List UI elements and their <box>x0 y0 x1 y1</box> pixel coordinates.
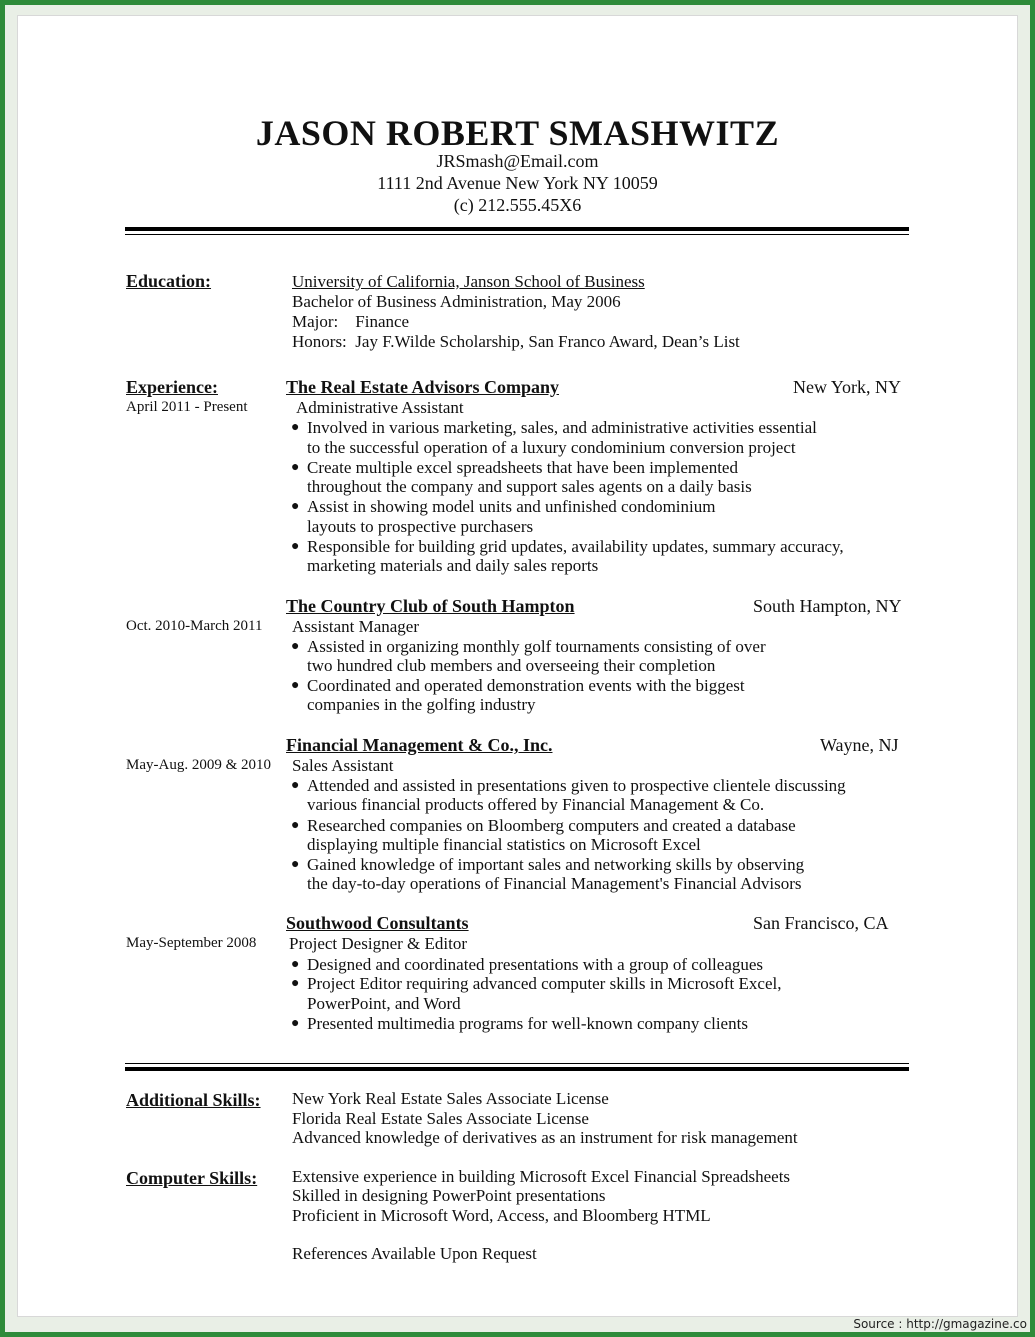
job-line: Coordinated and operated demonstration events with the biggest <box>307 676 745 695</box>
job-line: Designed and coordinated presentations with a group of colleagues <box>307 955 764 974</box>
job-line: Assisted in organizing monthly golf tournaments consisting of over <box>307 637 766 656</box>
job-line: companies in the golfing industry <box>307 695 536 714</box>
bullet-icon: ● <box>291 499 300 514</box>
additional-skill-item: New York Real Estate Sales Associate License <box>292 1089 609 1108</box>
additional-skill-item: Advanced knowledge of derivatives as an instrument for risk management <box>292 1128 798 1147</box>
job-location: San Francisco, CA <box>753 913 889 933</box>
source-credit: Source : http://gmagazine.co <box>853 1317 1027 1331</box>
contact-address: 1111 2nd Avenue New York NY 10059 <box>377 173 658 193</box>
contact-phone: (c) 212.555.45X6 <box>453 195 582 215</box>
job-company: Financial Management & Co., Inc. <box>286 735 553 755</box>
header-rule-thin <box>125 234 909 235</box>
header-rule-thick <box>125 227 909 231</box>
bullet-icon: ● <box>291 857 300 872</box>
job-title: Project Designer & Editor <box>289 934 467 953</box>
job-line: two hundred club members and overseeing their completion <box>307 656 716 675</box>
job-company: The Country Club of South Hampton <box>286 596 575 616</box>
job-company: The Real Estate Advisors Company <box>286 377 560 397</box>
bullet-icon: ● <box>291 639 300 654</box>
education-school: University of California, Janson School of Business <box>292 272 645 291</box>
job-line: Gained knowledge of important sales and networking skills by observing <box>307 855 805 874</box>
job-line: Responsible for building grid updates, availability updates, summary accuracy, <box>307 537 844 556</box>
job-line: marketing materials and daily sales reports <box>307 556 599 575</box>
job-line: Researched companies on Bloomberg computers and created a database <box>307 816 796 835</box>
job-location: South Hampton, NY <box>753 596 902 616</box>
computer-skill-item: Extensive experience in building Microsoft Excel Financial Spreadsheets <box>292 1167 791 1186</box>
education-degree: Bachelor of Business Administration, May 2006 <box>292 292 621 311</box>
bullet-icon: ● <box>291 678 300 693</box>
bullet-icon: ● <box>291 420 300 435</box>
job-line: Involved in various marketing, sales, and administrative activities essential <box>307 418 817 437</box>
bullet-icon: ● <box>291 1016 300 1031</box>
computer-skill-item: Proficient in Microsoft Word, Access, and Bloomberg HTML <box>292 1206 711 1225</box>
bullet-icon: ● <box>291 957 300 972</box>
job-title: Sales Assistant <box>292 756 394 775</box>
job-line: Create multiple excel spreadsheets that have been implemented <box>307 458 738 477</box>
section-rule-thick <box>125 1067 909 1071</box>
job-title: Assistant Manager <box>292 617 420 636</box>
job-line: Assist in showing model units and unfinished condominium <box>307 497 716 516</box>
job-line: Presented multimedia programs for well-known company clients <box>307 1014 748 1033</box>
job-line: various financial products offered by Financial Management & Co. <box>307 795 765 814</box>
additional-skill-item: Florida Real Estate Sales Associate License <box>292 1109 589 1128</box>
job-company: Southwood Consultants <box>286 913 469 933</box>
job-title: Administrative Assistant <box>296 398 464 417</box>
job-location: Wayne, NJ <box>820 735 899 755</box>
education-honors: Honors: Jay F.Wilde Scholarship, San Franco Award, Dean’s List <box>292 332 740 351</box>
job-line: to the successful operation of a luxury condominium conversion project <box>307 438 796 457</box>
computer-skills-label: Computer Skills: <box>126 1168 258 1188</box>
job-line: layouts to prospective purchasers <box>307 517 534 536</box>
job-line: throughout the company and support sales agents on a daily basis <box>307 477 752 496</box>
bullet-icon: ● <box>291 460 300 475</box>
experience-label: Experience: <box>126 377 218 397</box>
job-dates: April 2011 - Present <box>126 399 248 415</box>
bullet-icon: ● <box>291 539 300 554</box>
job-location: New York, NY <box>793 377 902 397</box>
bullet-icon: ● <box>291 778 300 793</box>
job-line: the day-to-day operations of Financial Management's Financial Advisors <box>307 874 802 893</box>
resume-name: JASON ROBERT SMASHWITZ <box>255 113 780 153</box>
job-line: PowerPoint, and Word <box>307 994 461 1013</box>
job-dates: Oct. 2010-March 2011 <box>126 618 263 634</box>
education-major: Major: Finance <box>292 312 410 331</box>
job-dates: May-Aug. 2009 & 2010 <box>126 757 271 773</box>
references-note: References Available Upon Request <box>292 1244 537 1263</box>
contact-email: JRSmash@Email.com <box>436 151 599 171</box>
job-line: displaying multiple financial statistics on Microsoft Excel <box>307 835 701 854</box>
section-rule-thin <box>125 1063 909 1064</box>
job-line: Attended and assisted in presentations given to prospective clientele discussing <box>307 776 846 795</box>
computer-skill-item: Skilled in designing PowerPoint presentations <box>292 1186 606 1205</box>
job-line: Project Editor requiring advanced computer skills in Microsoft Excel, <box>307 974 782 993</box>
additional-skills-label: Additional Skills: <box>126 1090 261 1110</box>
education-label: Education: <box>126 271 212 291</box>
job-dates: May-September 2008 <box>126 935 257 951</box>
bullet-icon: ● <box>291 818 300 833</box>
bullet-icon: ● <box>291 976 300 991</box>
